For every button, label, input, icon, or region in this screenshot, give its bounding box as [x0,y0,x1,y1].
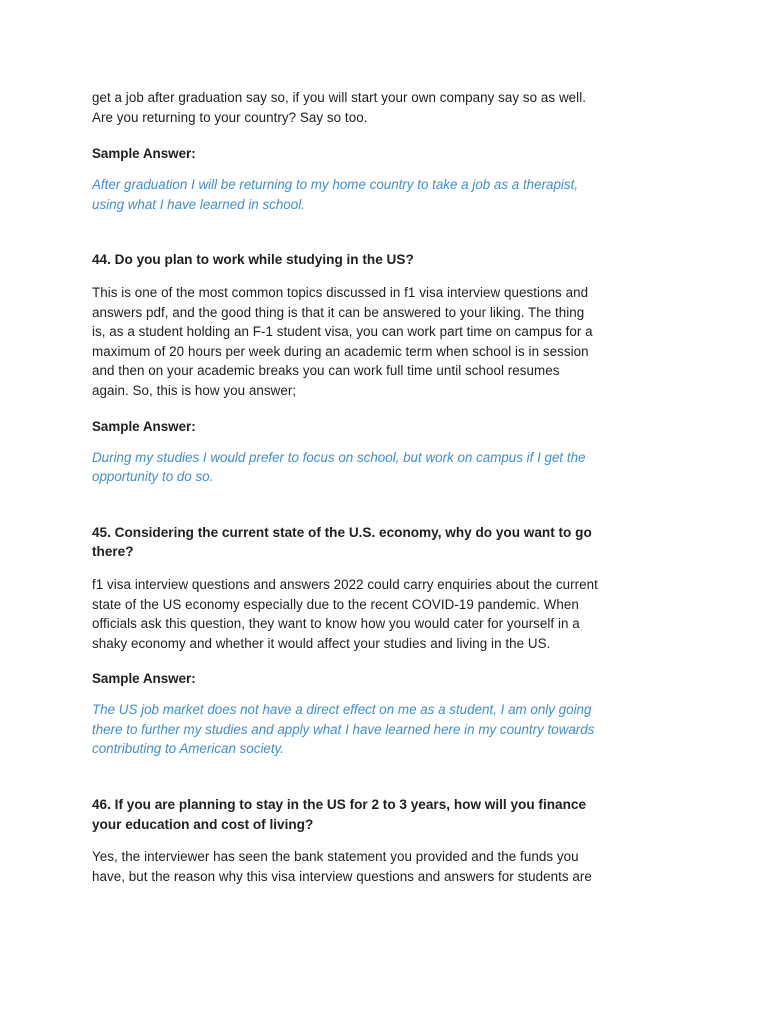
heading-line: your education and cost of living? [92,816,314,832]
heading-line: there? [92,544,134,560]
body-line: This is one of the most common topics discussed in f1 visa interview questions and [92,284,589,300]
body-line: officials ask this question, they want to know how you would cater for yourself in a [92,616,580,632]
sample-answer-label: Sample Answer: [92,418,196,434]
heading-line: 46. If you are planning to stay in the US for 2 to 3 years, how will you finance [92,797,587,813]
answer-line: contributing to American society. [92,741,285,757]
intro-line: Are you returning to your country? Say so too. [92,109,368,125]
body-line: and then on your academic breaks you can work full time until school resumes [92,363,560,379]
body-line: state of the US economy especially due to the recent COVID-19 pandemic. When [92,596,579,612]
question-heading-44 [92,250,682,270]
body-line: again. So, this is how you answer; [92,382,297,398]
sample-answer-text [92,175,682,214]
heading-line: 45. Considering the current state of the U.S. economy, why do you want to go [92,524,592,540]
intro-line: get a job after graduation say so, if you will start your own company say so as well. [92,90,586,105]
body-line: shaky economy and whether it would affect your studies and living in the US. [92,635,551,651]
body-line: is, as a student holding an F-1 student visa, you can work part time on campus for a [92,324,593,340]
sample-answer-text [92,448,682,487]
sample-answer-label: Sample Answer: [92,146,196,162]
sample-answer-text [92,700,682,759]
body-line: f1 visa interview questions and answers 2022 could carry enquiries about the current [92,576,598,592]
intro-paragraph [92,88,682,127]
body-line: have, but the reason why this visa interview questions and answers for students are [92,868,592,884]
body-line: Yes, the interviewer has seen the bank statement you provided and the funds you [92,849,579,865]
body-line: answers pdf, and the good thing is that it can be answered to your liking. The thing [92,304,585,320]
question-body-45 [92,575,682,653]
heading-line: 44. Do you plan to work while studying in the US? [92,252,414,268]
answer-line: After graduation I will be returning to my home country to take a job as a therapist, [92,177,579,193]
sample-answer-label: Sample Answer: [92,671,196,687]
answer-line: During my studies I would prefer to focus on school, but work on campus if I get the [92,449,586,465]
answer-line: there to further my studies and apply what I have learned here in my country towards [92,721,595,737]
document-content [92,88,682,886]
question-body-46 [92,847,682,886]
answer-line: opportunity to do so. [92,469,214,485]
answer-line: The US job market does not have a direct effect on me as a student, I am only going [92,702,592,718]
question-heading-46 [92,795,682,834]
question-heading-45 [92,523,682,562]
body-line: maximum of 20 hours per week during an academic term when school is in session [92,343,589,359]
answer-line: using what I have learned in school. [92,196,305,212]
question-body-44 [92,283,682,401]
